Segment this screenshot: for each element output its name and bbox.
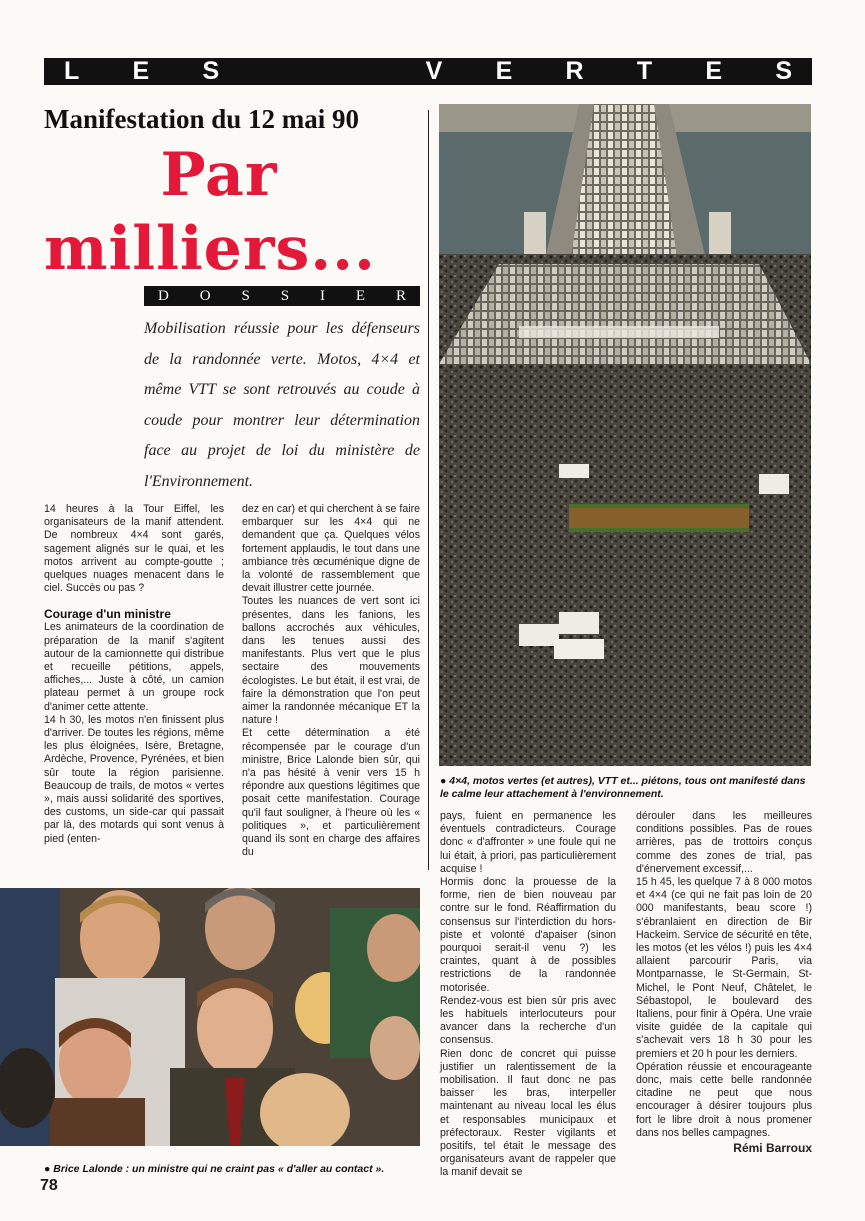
bridge-photo-illustration	[439, 104, 811, 766]
author-signature: Rémi Barroux	[733, 1141, 812, 1156]
paragraph: Opération réussie et encourageante donc, mais cette belle randonnée citadine ne peut que nous encourager à désirer toujours plus fort le libre droit à nous promener dans nos belles campagnes.	[636, 1060, 812, 1139]
paragraph: Rien donc de concret qui puisse justifier un ralentissement de la mobilisation. Il faut donc ne pas baisser les bras, interpeller maintenant au niveau local les élus et responsables municipaux et préfectoraux. Rester vigilants et positifs, tel était le message des organisateurs avant de rappeler que la manif devait se	[440, 1047, 616, 1179]
section-letter: S	[241, 287, 250, 304]
banner-letter: L	[64, 57, 80, 85]
banner-letter: E	[132, 57, 150, 85]
article-headline	[44, 138, 424, 286]
paragraph: Les animateurs de la coordination de préparation de la manif s'agitent autour de la camionnette qui distribue et recueille pétitions, appels, affiches,... Juste à côté, un camion plateau permet à un groupe rock d'animer cette attente.	[44, 621, 224, 713]
banner-letter: E	[705, 57, 723, 85]
banner-letter: V	[425, 57, 443, 85]
text-column-2	[242, 503, 420, 859]
section-label	[144, 286, 420, 306]
paragraph: Et cette détermination a été récompensée par le courage d'un ministre, Brice Lalonde bien sûr, qui n'a pas hésité à venir vers 15 h répondre aux questions légitimes que posait cette manifestation. Courage qu'il faut souligner, à l'heure où les « politiques », et particulièrement quand ils sont en charge des affaires du	[242, 727, 420, 859]
paragraph: 15 h 45, les quelque 7 à 8 000 motos et 4×4 (ce qui ne fait pas loin de 20 000 manifestants, beau score !) s'ébranlaient en direction de Bir Hackeim. Service de sécurité en tête, les motos (et les vélos !) puis les 4×4 allaient parcourir Paris, via Montparnasse, le St-Germain, St-Michel, le Pont Neuf, Châtelet, le Sébastopol, le boulevard des Italiens, pour finir à Opéra. Une vraie visite guidée de la capitale qui s'achevait vers 18 h 30 pour les premiers et 20 h pour les derniers.	[636, 876, 812, 1060]
paragraph: 14 h 30, les motos n'en finissent plus d'arriver. De toutes les régions, même les plus éloignées, Isère, Bretagne, Ardèche, Provence, Pyrénées, et bien sûr toute la région parisienne. Beaucoup de trails, de motos « vertes », mais aussi solidarité des sportives, des customs, un side-car qui passait par là, des motards qui sont venus à pied (enten-	[44, 713, 224, 845]
section-letter: S	[280, 287, 290, 304]
subheading: Courage d'un ministre	[44, 607, 171, 622]
page-number: 78	[40, 1177, 58, 1194]
banner-letter: R	[565, 57, 584, 85]
article-lead: Mobilisation réussie pour les défenseurs de la randonnée verte. Motos, 4×4 et même VTT se sont retrouvés au coude à coude pour montrer leur détermination face au projet de loi du ministère de l'Environnement.	[144, 320, 420, 490]
banner-letter: S	[775, 57, 792, 85]
paragraph: Rendez-vous est bien sûr pris avec les habituels interlocuteurs pour avancer dans la recherche d'un consensus.	[440, 994, 616, 1047]
paragraph: dérouler dans les meilleures conditions possibles. Pas de roues arrières, pas de trottoirs conçus comme des zones de trial, pas d'énervement excessif,...	[636, 810, 812, 875]
minister-crowd-photo	[0, 888, 420, 1146]
section-letter: R	[395, 287, 406, 304]
section-letter: O	[199, 287, 211, 304]
article-subtitle: Manifestation du 12 mai 90	[44, 104, 360, 134]
section-banner	[44, 58, 812, 85]
text-column-4	[636, 810, 812, 1155]
paragraph: pays, fuient en permanence les éventuels contradicteurs. Courage donc « d'affronter » une foule qui ne lui était, à priori, pas particulièrement acquise !	[440, 810, 616, 875]
crowd-photo-illustration	[0, 888, 420, 1146]
section-letter: I	[320, 287, 325, 304]
paragraph: 14 heures à la Tour Eiffel, les organisateurs de la manif attendent. De nombreux 4×4 sont garés, sagement alignés sur le quai, et les motos arrivent au compte-goutte ; quelques nuages menacent dans le ciel. Succès ou pas ?	[44, 503, 224, 595]
paragraph: Hormis donc la prouesse de la forme, rien de bien nouveau par contre sur le fond. Réaffirmation du consensus sur l'interdiction du hors-piste et volonté d'apaiser (sinon pourquoi serait-il venu ?) les craintes, quant à de possibles restrictions de la randonnée motorisée.	[440, 876, 616, 994]
paragraph: dez en car) et qui cherchent à se faire embarquer sur les 4×4 qui ne demandent que ça. Quelques vélos fortement applaudis, le tout dans une ambiance très œcuménique digne de la volonté de rassemblement que devait illustrer cette journée.	[242, 503, 420, 595]
section-letter: E	[355, 287, 366, 304]
section-letter: D	[158, 287, 169, 304]
paragraph: Toutes les nuances de vert sont ici présentes, dans les fanions, les ballons accrochés aux véhicules, dans les tenues aussi des manifestants. Plus vert que le plus sectaire des mouvements écologistes. Le but était, il est vrai, de faire la démonstration que l'on peut aimer la randonnée mécanique ET la nature !	[242, 595, 420, 727]
text-column-3	[440, 810, 616, 1180]
banner-letter: T	[636, 57, 653, 85]
banner-letter: S	[202, 57, 220, 85]
column-divider	[428, 110, 429, 870]
headline-line: Par	[160, 140, 278, 210]
text-column-1	[44, 503, 224, 846]
headline-line: milliers...	[44, 214, 376, 284]
bridge-photo-caption: ● 4×4, motos vertes (et autres), VTT et... piétons, tous ont manifesté dans le calme leur attachement à l'environnement.	[440, 775, 806, 800]
crowd-photo-caption: ● Brice Lalonde : un ministre qui ne craint pas « d'aller au contact ».	[44, 1163, 385, 1175]
banner-letter: E	[495, 57, 513, 85]
bridge-aerial-photo	[439, 104, 811, 766]
